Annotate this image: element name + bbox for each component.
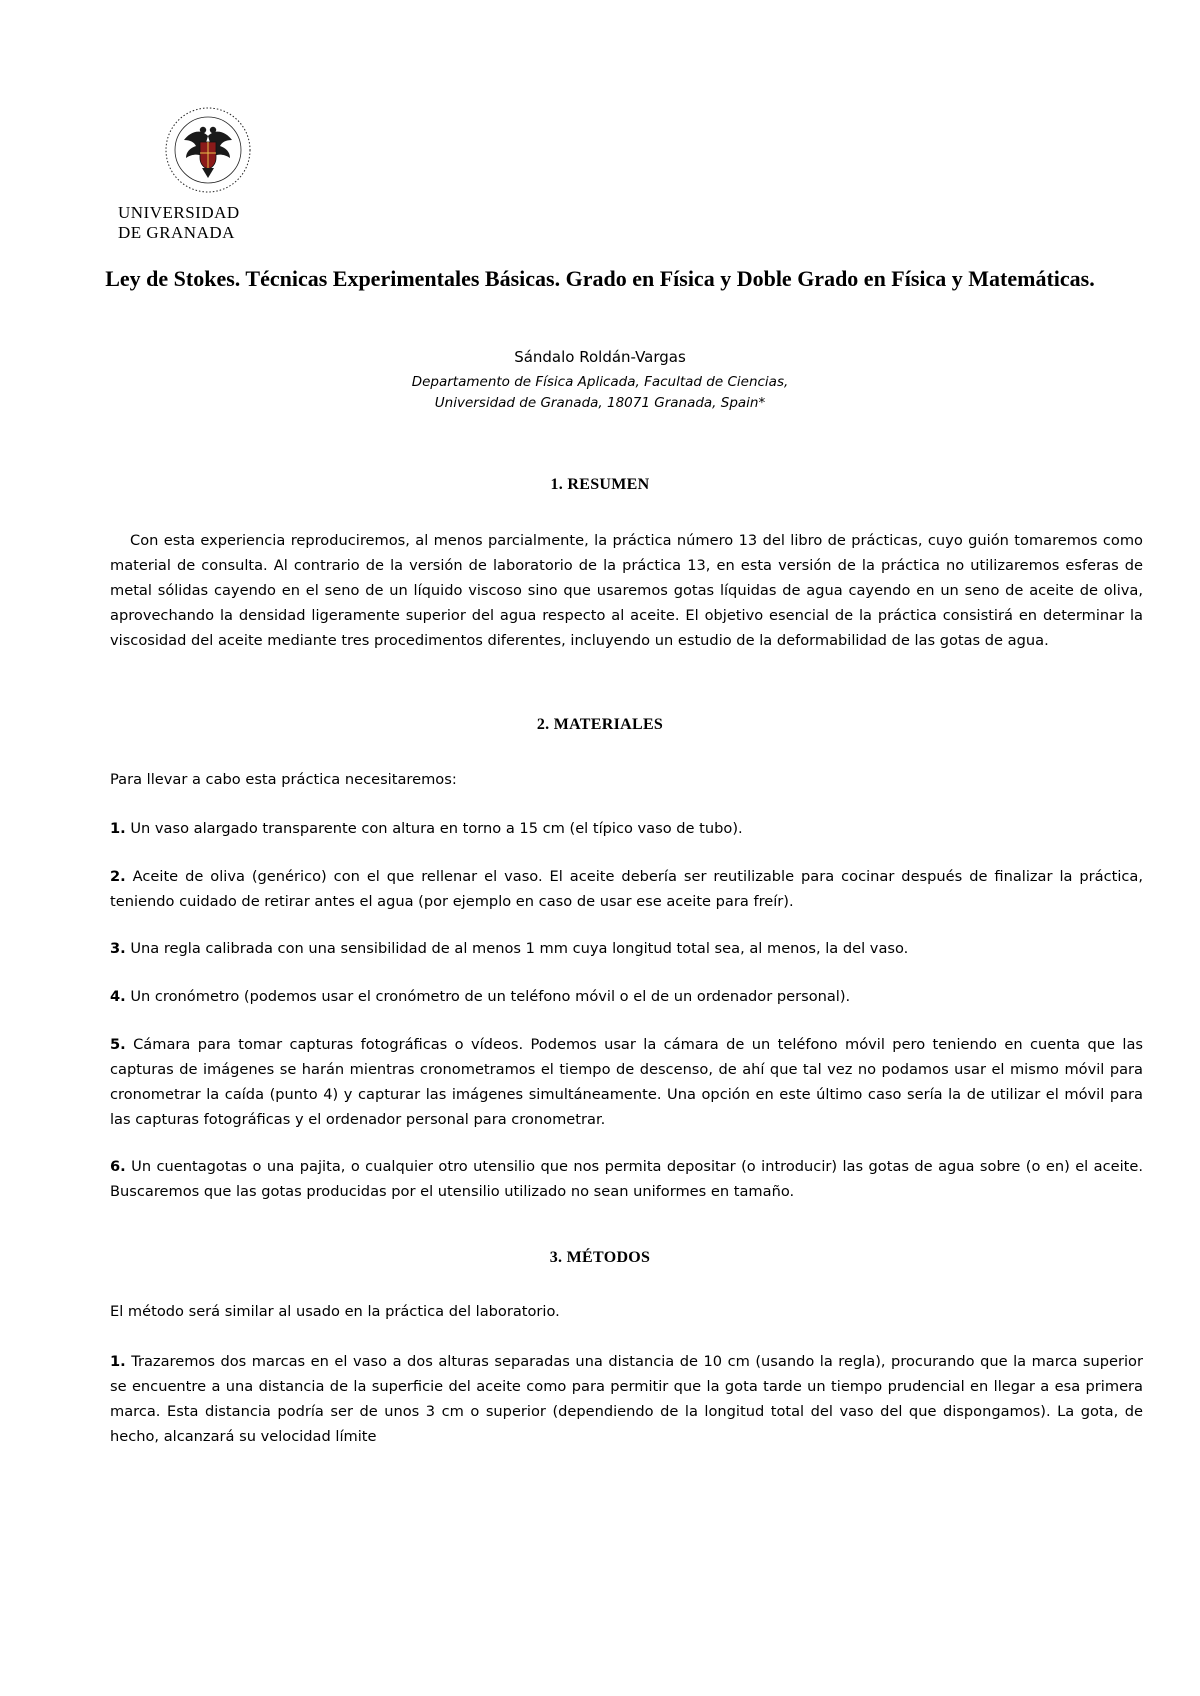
list-item: [110, 816, 1143, 841]
item-number: 4.: [110, 988, 126, 1005]
item-text: Un cuentagotas o una pajita, o cualquier otro utensilio que nos permita depositar (o introducir) las gotas de agua sobre (o en) el aceite. Buscaremos que las gotas producidas por el utensilio utilizado no sean uniformes en tamaño.: [110, 1158, 1143, 1200]
item-number: 3.: [110, 940, 126, 957]
affiliation: [100, 372, 1100, 414]
item-text: Trazaremos dos marcas en el vaso a dos alturas separadas una distancia de 10 cm (usando la regla), procurando que la marca superior se encuentre a una distancia de la superficie del aceite como para permitir que la gota tarde un tiempo prudencial en llegar a esa primera marca. Esta distancia podría ser de unos 3 cm o superior (dependiendo de la longitud total del vaso del que dispongamos). La gota, de hecho, alcanzará su velocidad límite: [110, 1353, 1143, 1445]
university-name-line2: DE GRANADA: [118, 223, 235, 242]
item-text: Un cronómetro (podemos usar el cronómetro de un teléfono móvil o el de un ordenador personal).: [130, 988, 851, 1005]
list-item: [110, 1032, 1143, 1132]
materiales-intro: Para llevar a cabo esta práctica necesitaremos:: [110, 771, 457, 788]
list-item: [110, 1349, 1143, 1449]
item-number: 1.: [110, 1353, 126, 1370]
resumen-paragraph: Con esta experiencia reproduciremos, al menos parcialmente, la práctica número 13 del libro de prácticas, cuyo guión tomaremos como material de consulta. Al contrario de la versión de laboratorio de la práctica 13, en esta versión de la práctica no utilizaremos esferas de metal sólidas cayendo en el seno de un líquido viscoso sino que usaremos gotas líquidas de agua cayendo en un seno de aceite de oliva, aprovechando la densidad ligeramente superior del agua respecto al aceite. El objetivo esencial de la práctica consistirá en determinar la viscosidad del aceite mediante tres procedimentos diferentes, incluyendo un estudio de la deformabilidad de las gotas de agua.: [110, 532, 1143, 649]
item-text: Cámara para tomar capturas fotográficas o vídeos. Podemos usar la cámara de un teléfono móvil pero teniendo en cuenta que las capturas de imágenes se harán mientras cronometramos el tiempo de descenso, de ahí que tal vez no podamos usar el mismo móvil para cronometrar la caída (punto 4) y capturar las imágenes simultáneamente. Una opción en este último caso sería la de utilizar el móvil para las capturas fotográficas y el ordenador personal para cronometrar.: [110, 1036, 1143, 1128]
list-item: [110, 984, 1143, 1009]
item-number: 2.: [110, 868, 126, 885]
section-heading-metodos: 3. MÉTODOS: [549, 1249, 651, 1266]
paper-title: Ley de Stokes. Técnicas Experimentales Básicas. Grado en Física y Doble Grado en Física y Matemáticas.: [105, 266, 1095, 291]
item-text: Un vaso alargado transparente con altura en torno a 15 cm (el típico vaso de tubo).: [130, 820, 743, 837]
list-item: [110, 864, 1143, 914]
metodos-intro: El método será similar al usado en la práctica del laboratorio.: [110, 1303, 560, 1320]
university-name-line1: UNIVERSIDAD: [118, 203, 240, 222]
author: Sándalo Roldán-Vargas: [514, 348, 686, 366]
list-item: [110, 936, 1143, 961]
affiliation-line1: Departamento de Física Aplicada, Facultad de Ciencias,: [411, 374, 789, 390]
item-number: 6.: [110, 1158, 126, 1175]
item-number: 1.: [110, 820, 126, 837]
list-item: [110, 1154, 1143, 1204]
section-heading-resumen: 1. RESUMEN: [550, 476, 650, 493]
item-number: 5.: [110, 1036, 126, 1053]
university-seal-icon: [164, 106, 252, 194]
section-heading-materiales: 2. MATERIALES: [536, 716, 664, 733]
affiliation-line2: Universidad de Granada, 18071 Granada, Spain*: [434, 395, 766, 411]
item-text: Aceite de oliva (genérico) con el que rellenar el vaso. El aceite debería ser reutilizable para cocinar después de finalizar la práctica, teniendo cuidado de retirar antes el agua (por ejemplo en caso de usar ese aceite para freír).: [110, 868, 1144, 910]
item-text: Una regla calibrada con una sensibilidad de al menos 1 mm cuya longitud total sea, al menos, la del vaso.: [130, 940, 909, 957]
